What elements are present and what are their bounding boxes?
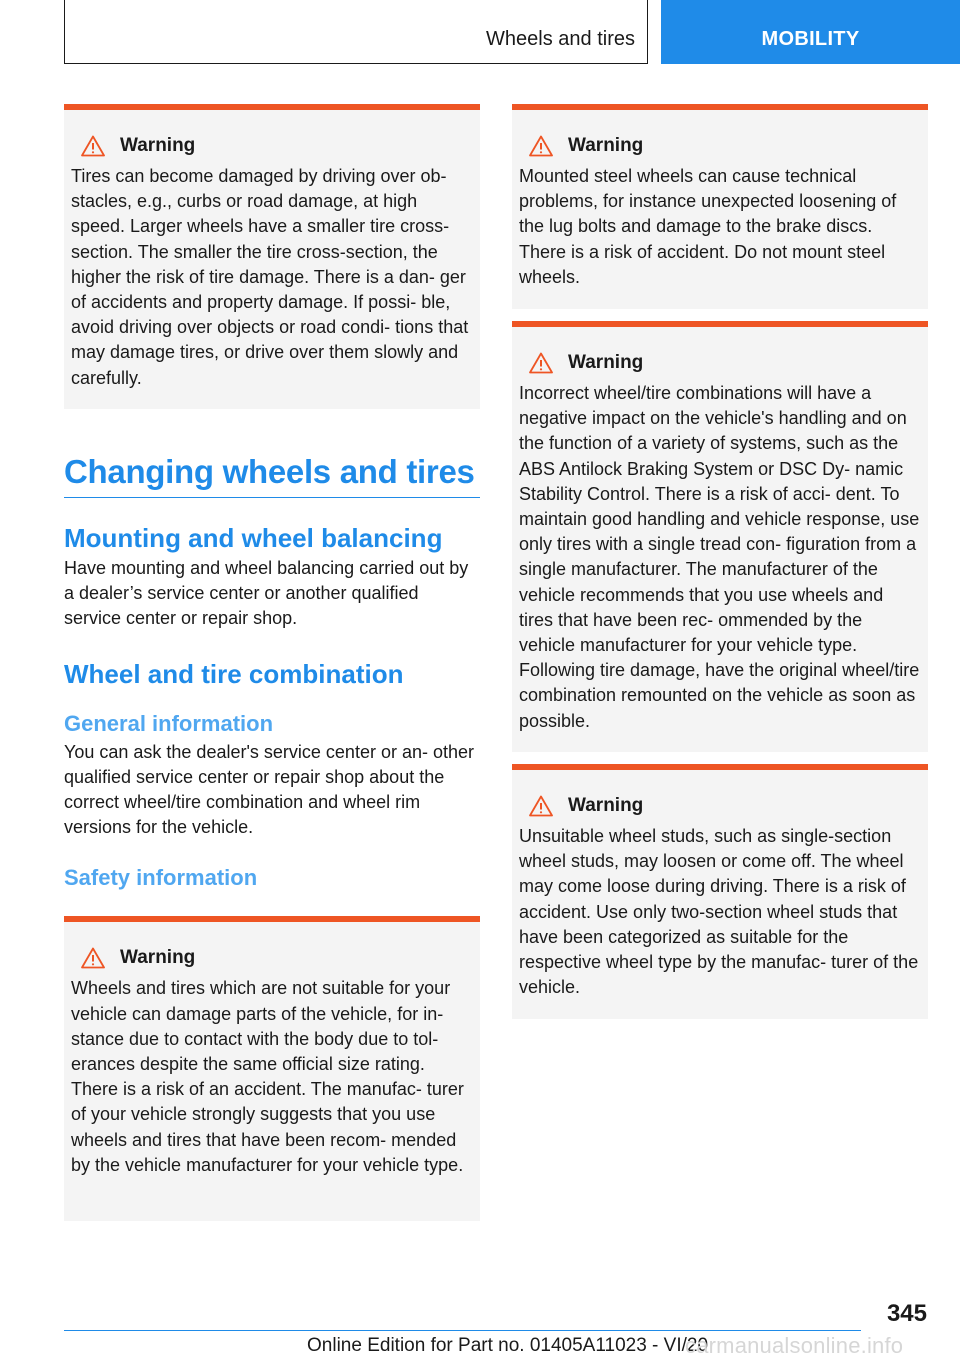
page-number: 345 — [886, 1300, 927, 1327]
heading-rule — [64, 497, 480, 498]
warning-text: Mounted steel wheels can cause technical problems, for instance unexpected loosening of the lug bolts and damage to the brake discs. There is a risk of accident. Do not mount steel wheels. — [519, 166, 897, 287]
warning-triangle-icon — [529, 795, 553, 817]
warning-triangle-icon — [529, 135, 553, 157]
warning-title: Warning — [120, 947, 196, 969]
warning-box-curbs — [64, 104, 480, 409]
header-chapter-label: MOBILITY — [761, 28, 860, 50]
warning-text: Wheels and tires which are not suitable for your vehicle can damage parts of the vehicle, for in‐ stance due to contact with the body due to tol‐ erances despite the same official size rating. There is a risk of an accident. The manufac‐ turer of your vehicle strongly suggests that you use wheels and tires that have been recom‐ mended by the vehicle manufacturer for your vehicle type. — [71, 978, 464, 1175]
subheading-mounting: Mounting and wheel balancing — [64, 523, 443, 553]
section-heading-changing-wheels: Changing wheels and tires — [64, 453, 475, 490]
subheading-safety-information: Safety information — [64, 865, 258, 891]
header-chapter-tab[interactable] — [661, 0, 960, 64]
warning-box-wheel-tire-combinations — [512, 321, 928, 752]
mounting-text: Have mounting and wheel balancing carried out by a dealer’s service center or another qualified service center or repair shop. — [64, 558, 469, 629]
warning-text: Incorrect wheel/tire combinations will have a negative impact on the vehicle's handling and on the function of a variety of systems, such as the ABS Antilock Braking System or DSC Dy‐ namic Stability Control. There is a risk of acci‐ dent. To maintain good handling and vehicle response, use only tires with a single tread con‐ figuration from a single manufacturer. The manufacturer of the vehicle recommends that you use wheels and tires that have been rec‐ ommended by the vehicle manufacturer for your vehicle type. Following tire damage, have the original wheel/tire combination remounted on the vehicle as soon as possible. — [519, 383, 920, 731]
warning-title: Warning — [568, 352, 644, 373]
footer-edition-text: Online Edition for Part no. 01405A11023 - VI/20 — [307, 1335, 709, 1356]
footer-rule — [64, 1330, 861, 1331]
footer-watermark: carmanualsonline.info — [685, 1333, 904, 1358]
right-column — [512, 104, 928, 1019]
warning-title: Warning — [120, 135, 196, 156]
subheading-general-information: General information — [64, 710, 274, 736]
warning-triangle-icon — [529, 352, 553, 374]
left-column — [64, 104, 480, 1221]
warning-box-steel-wheels — [512, 104, 928, 309]
header-section-title: Wheels and tires — [486, 28, 635, 50]
subheading-wheel-tire-combination: Wheel and tire combination — [64, 658, 404, 689]
header-section-box — [64, 0, 648, 64]
warning-box-wheel-studs — [512, 764, 928, 1019]
general-information-text: You can ask the dealer's service center or an‐ other qualified service center or repair shop about the correct wheel/tire combination and wheel rim versions for the vehicle. — [64, 741, 475, 838]
warning-text: Tires can become damaged by driving over ob‐ stacles, e.g., curbs or road damage, at high speed. Larger wheels have a smaller tire cross‐ section. The smaller the tire cross-section, the higher the risk of tire damage. There is a dan‐ ger of accidents and property damage. If possi‐ ble, avoid driving over objects or road condi‐ tions that may damage tires, or drive over them slowly and carefully. — [71, 166, 469, 388]
warning-title: Warning — [568, 135, 644, 156]
warning-triangle-icon — [81, 947, 105, 969]
warning-box-unsuitable-wheels — [64, 916, 480, 1221]
warning-text: Unsuitable wheel studs, such as single-section wheel studs, may loosen or come off. The wheel may come loose during driving. There is a risk of accident. Use only two-section wheel studs that have been categorized as suitable for the respective wheel type by the manufac‐ turer of the vehicle. — [519, 826, 919, 998]
warning-title: Warning — [568, 795, 644, 816]
warning-triangle-icon — [81, 135, 105, 157]
